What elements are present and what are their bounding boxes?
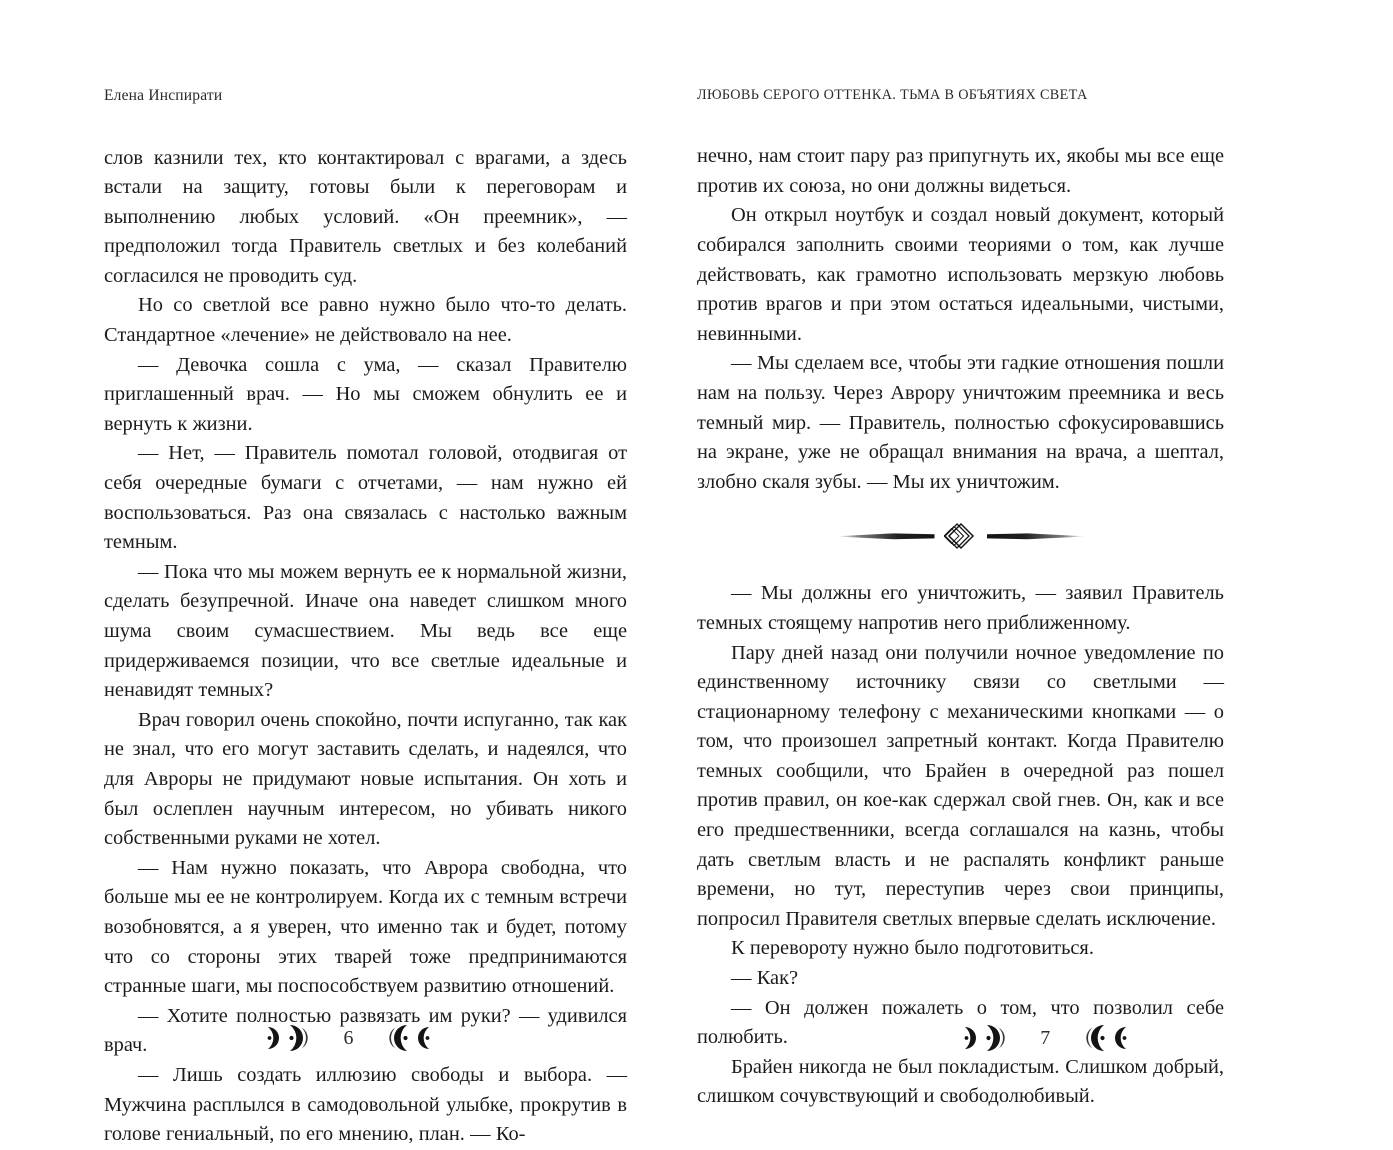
running-head-author: Елена Инспирати: [104, 87, 223, 104]
page-right: [697, 0, 1393, 1125]
paragraph: — Нет, — Правитель помотал головой, отодвигая от себя очередные бумаги с отчетами, — нам нужно ей воспользоваться. Раз она связалась с настолько важным темным.: [104, 442, 627, 554]
page-number: 7: [1040, 1026, 1051, 1049]
crescent-moon-pair-left-icon: [957, 1023, 1017, 1053]
running-head-title: ЛЮБОВЬ СЕРОГО ОТТЕНКА. ТЬМА В ОБЪЯТИЯХ СВЕТА: [697, 87, 1088, 103]
paragraph: — Пока что мы можем вернуть ее к нормальной жизни, сделать безупречной. Иначе она наведет слишком много шума своим сумасшествием. Мы ведь все еще придерживаемся позиции, что все светлые идеальные и ненавидят темных?: [104, 560, 627, 702]
page-left: [0, 0, 697, 1146]
section-divider-ornament: [697, 519, 1224, 553]
paragraph: Он открыл ноутбук и создал новый документ, который собирался заполнить своими теориями о том, как лучше действовать, как грамотно использовать мерзкую любовь против врагов и при этом остаться идеальными, чистыми, невинными.: [697, 204, 1224, 345]
text-column-left: [104, 144, 627, 1150]
paragraph: — Хотите полностью развязать им руки? — удивился врач.: [104, 1004, 627, 1057]
crescent-moon-pair-right-icon: [1074, 1023, 1134, 1053]
paragraph: слов казнили тех, кто контактировал с врагами, а здесь встали на защиту, готовы были к переговорам и выполнению любых условий. «Он преемник», — предположил тогда Правитель светлых и без колебаний согласился не проводить суд.: [104, 146, 627, 287]
text-column-right: [697, 142, 1224, 1112]
paragraph: — Лишь создать иллюзию свободы и выбора. — Мужчина расплылся в самодовольной улыбке, прокрутив в голове гениальный, по его мнению, план. — Ко-: [104, 1063, 627, 1146]
paragraph: — Он должен пожалеть о том, что позволил себе полюбить.: [697, 996, 1224, 1049]
nested-diamond-icon: [944, 521, 978, 551]
divider-rule-right: [987, 533, 1085, 540]
paragraph: нечно, нам стоит пару раз припугнуть их, якобы мы все еще против их союза, но они должны видеться.: [697, 145, 1224, 197]
paragraph: — Девочка сошла с ума, — сказал Правителю приглашенный врач. — Но мы сможем обнулить ее и вернуть к жизни.: [104, 353, 627, 435]
paragraph: К перевороту нужно было подготовиться.: [731, 937, 1094, 960]
paragraph: — Как?: [731, 967, 799, 990]
divider-rule-left: [837, 533, 935, 540]
crescent-moon-pair-right-icon: [377, 1023, 437, 1053]
paragraph: Но со светлой все равно нужно было что-то делать. Стандартное «лечение» не действовало на нее.: [104, 294, 627, 347]
paragraph: Пару дней назад они получили ночное уведомление по единственному источнику связи со светлыми — стационарному телефону с механическими кнопками — о том, что произошел запретный контакт. Когда Правителю темных сообщили, что Брайен в очередной раз пошел против правил, он кое-как сдержал свой гнев. Он, как и все его предшественники, всегда соглашался на казнь, чтобы дать светлым власть и не распалять конфликт раньше времени, но тут, переступив через свои принципы, попросил Правителя светлых впервые сделать исключение.: [697, 641, 1224, 930]
paragraph: — Мы сделаем все, чтобы эти гадкие отношения пошли нам на пользу. Через Аврору уничтожим преемника и весь темный мир. — Правитель, полностью сфокусировавшись на экране, уже не обращал внимания на врача, а шептал, злобно скаля зубы. — Мы их уничтожим.: [697, 352, 1224, 493]
paragraph: — Мы должны его уничтожить, — заявил Правитель темных стоящему напротив него приближенному.: [697, 582, 1224, 634]
paragraph: — Нам нужно показать, что Аврора свободна, что больше мы ее не контролируем. Когда их с темным встречи возобновятся, а я уверен, что именно так и будет, потому что со стороны этих тварей тоже предпринимаются странные шаги, мы поспособствуем развитию отношений.: [104, 856, 627, 998]
paragraph: Врач говорил очень спокойно, почти испуганно, так как не знал, что его могут заставить сделать, и надеялся, что для Авроры не придумают новые испытания. Он хоть и был ослеплен научным интересом, но убивать никого собственными руками не хотел.: [104, 708, 627, 850]
page-number: 6: [343, 1026, 354, 1049]
crescent-moon-pair-left-icon: [260, 1023, 320, 1053]
folio-left: [0, 1023, 697, 1053]
folio-right: [697, 1023, 1393, 1053]
paragraph: Брайен никогда не был покладистым. Слишком добрый, слишком сочувствующий и свободолюбивый.: [697, 1055, 1224, 1108]
